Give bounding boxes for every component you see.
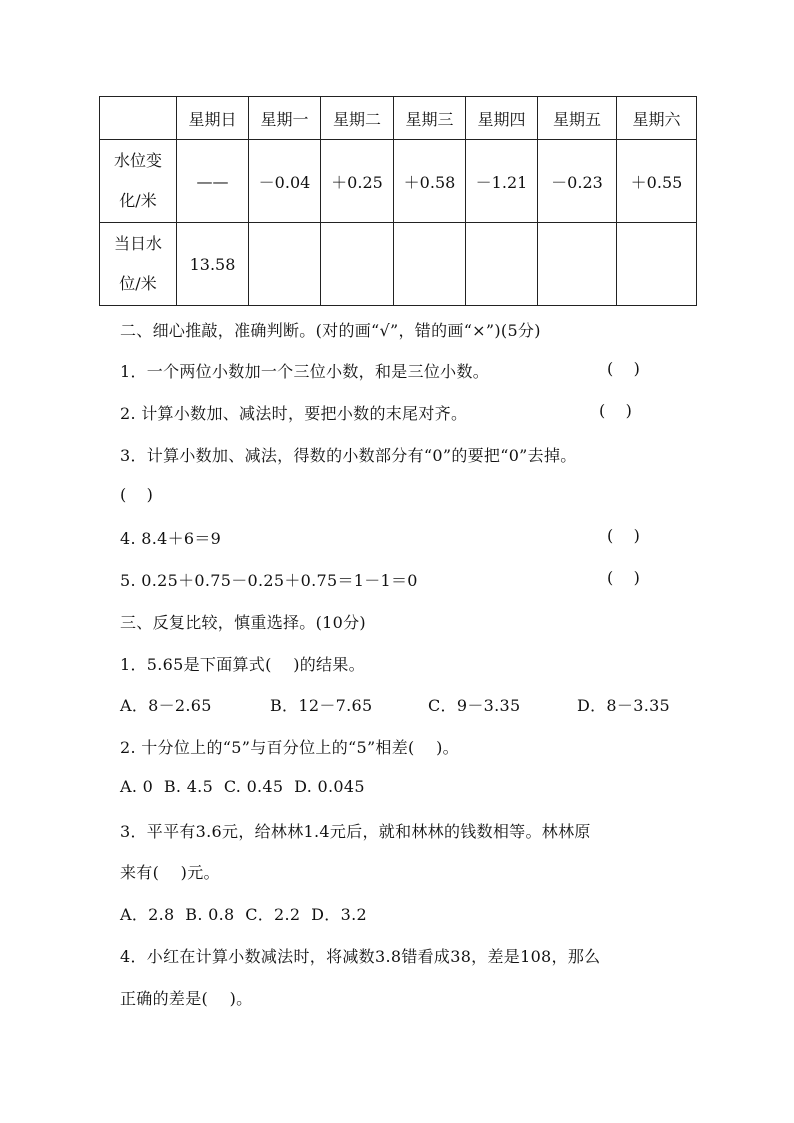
header-cell: 星期日 (177, 97, 249, 140)
question-1: 1．5.65是下面算式( )的结果。 (120, 655, 365, 674)
table-row-level (100, 223, 697, 306)
header-cell: 星期四 (466, 97, 538, 140)
header-cell: 星期五 (538, 97, 617, 140)
section3-title: 三、反复比较，慎重选择。(10分) (120, 613, 366, 632)
change-cell: －0.23 (538, 140, 617, 223)
q1-option-a[interactable]: A．8－2.65 (120, 696, 212, 715)
q1-option-c[interactable]: C．9－3.35 (428, 696, 521, 715)
table-header-row (100, 97, 697, 140)
level-cell[interactable] (394, 223, 466, 306)
level-cell: 13.58 (177, 223, 249, 306)
table-row-change (100, 140, 697, 223)
change-cell: －0.04 (249, 140, 321, 223)
question-3-line2: 来有( )元。 (120, 863, 220, 882)
judge-item-2: 2. 计算小数加、减法时，要把小数的末尾对齐。 (120, 404, 468, 423)
answer-paren-5[interactable]: ( ) (607, 568, 640, 587)
judge-item-4: 4. 8.4＋6＝9 (120, 529, 222, 548)
judge-item-1: 1．一个两位小数加一个三位小数，和是三位小数。 (120, 362, 490, 381)
answer-paren-3[interactable]: ( ) (120, 485, 153, 504)
answer-paren-2[interactable]: ( ) (599, 401, 632, 420)
row-label-line: 水位变 (113, 151, 162, 170)
question-4-line1: 4．小红在计算小数减法时，将减数3.8错看成38，差是108，那么 (120, 947, 601, 966)
section2-title: 二、细心推敲，准确判断。(对的画“√”，错的画“×”)(5分) (120, 321, 541, 340)
row-label-line: 化/米 (119, 191, 157, 210)
row-label-level (100, 223, 177, 306)
change-cell: －1.21 (466, 140, 538, 223)
q1-option-d[interactable]: D．8－3.35 (577, 696, 671, 715)
level-cell[interactable] (538, 223, 617, 306)
change-cell: ＋0.55 (617, 140, 697, 223)
judge-item-5: 5. 0.25＋0.75－0.25＋0.75＝1－1＝0 (120, 571, 418, 590)
header-cell: 星期三 (394, 97, 466, 140)
judge-item-3: 3．计算小数加、减法，得数的小数部分有“0”的要把“0”去掉。 (120, 446, 577, 465)
level-cell[interactable] (617, 223, 697, 306)
row-label-change (100, 140, 177, 223)
level-cell[interactable] (249, 223, 321, 306)
row-label-line: 位/米 (119, 274, 157, 293)
level-cell[interactable] (466, 223, 538, 306)
level-cell[interactable] (321, 223, 394, 306)
answer-paren-4[interactable]: ( ) (607, 526, 640, 545)
q1-option-b[interactable]: B．12－7.65 (270, 696, 373, 715)
water-level-table (99, 96, 697, 306)
question-4-line2: 正确的差是( )。 (120, 989, 253, 1008)
question-3-line1: 3．平平有3.6元，给林林1.4元后，就和林林的钱数相等。林林原 (120, 822, 591, 841)
row-label-line: 当日水 (113, 234, 162, 253)
header-cell: 星期一 (249, 97, 321, 140)
change-cell: —— (177, 140, 249, 223)
header-cell: 星期二 (321, 97, 394, 140)
q3-options[interactable]: A．2.8 B. 0.8 C．2.2 D．3.2 (120, 905, 367, 924)
header-cell (100, 97, 177, 140)
change-cell: ＋0.25 (321, 140, 394, 223)
question-2: 2. 十分位上的“5”与百分位上的“5”相差( )。 (120, 738, 459, 757)
q2-options[interactable]: A. 0 B. 4.5 C. 0.45 D. 0.045 (120, 777, 365, 796)
answer-paren-1[interactable]: ( ) (607, 359, 640, 378)
header-cell: 星期六 (617, 97, 697, 140)
change-cell: ＋0.58 (394, 140, 466, 223)
